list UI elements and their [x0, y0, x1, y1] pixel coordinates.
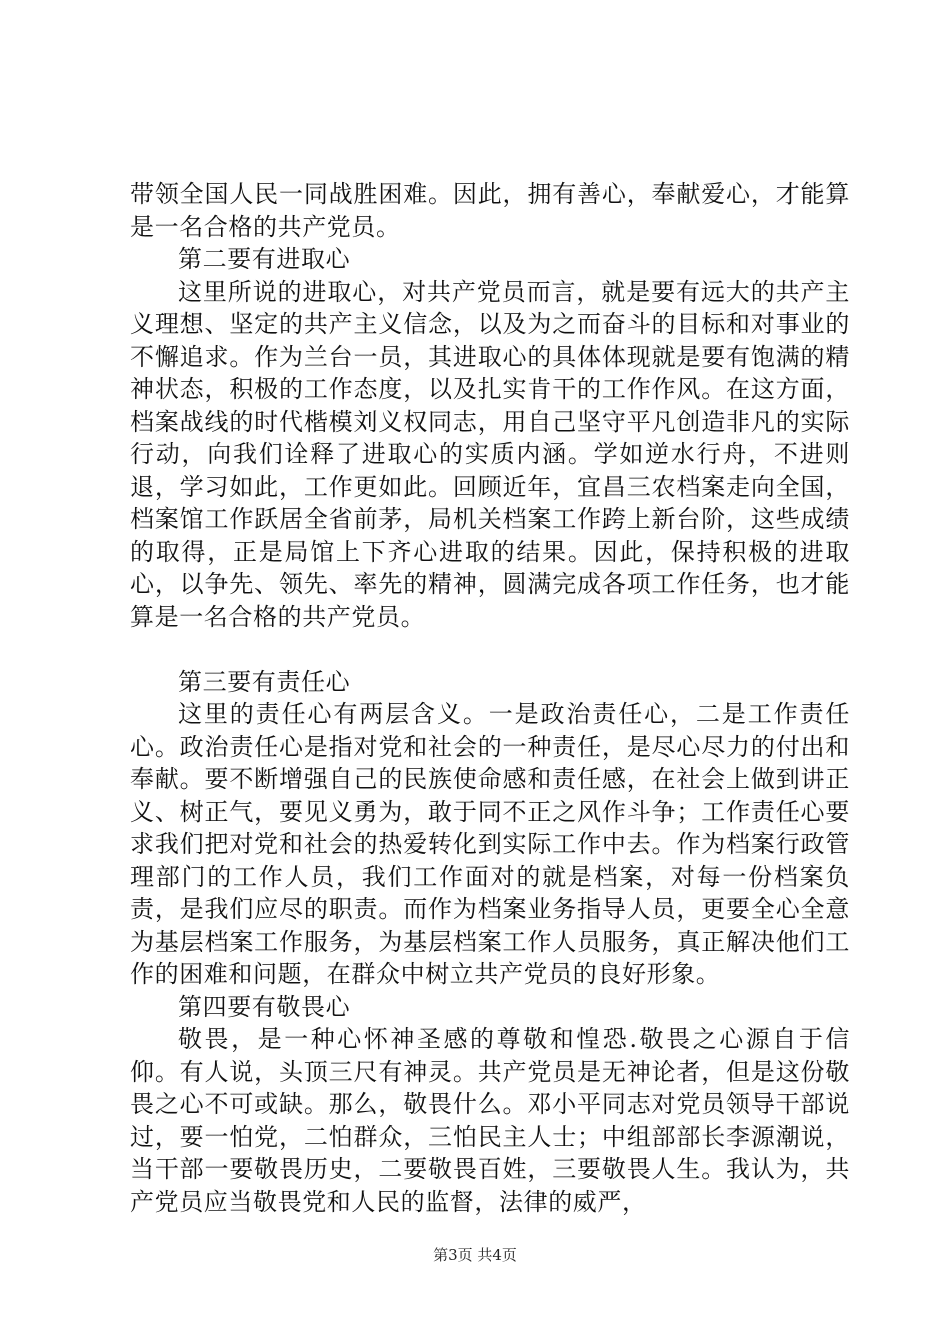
section-heading-responsibility: 第三要有责任心: [178, 667, 351, 696]
section-heading-enterprising: 第二要有进取心: [178, 245, 351, 273]
document-body: [130, 178, 850, 1218]
paragraph-continuation: 带领全国人民一同战胜困难。因此，拥有善心，奉献爱心，才能算是一名合格的共产党员。: [130, 180, 850, 241]
section-heading-reverence: 第四要有敬畏心: [178, 992, 351, 1021]
paragraph-reverence: 敬畏，是一种心怀神圣感的尊敬和惶恐.敬畏之心源自于信仰。有人说，头顶三尺有神灵。共产党员是无神论者，但是这份敬畏之心不可或缺。那么，敬畏什么。邓小平同志对党员领导干部说过，要一怕党，二怕群众，三怕民主人士；中组部部长李源潮说，当干部一要敬畏历史，二要敬畏百姓，三要敬畏人生。我认为，共产党员应当敬畏党和人民的监督，法律的威严，: [130, 1025, 850, 1216]
paragraph-enterprising: 这里所说的进取心，对共产党员而言，就是要有远大的共产主义理想、坚定的共产主义信念，以及为之而奋斗的目标和对事业的不懈追求。作为兰台一员，其进取心的具体体现就是要有饱满的精神状态，积极的工作态度，以及扎实肯干的工作作风。在这方面，档案战线的时代楷模刘义权同志，用自己坚守平凡创造非凡的实际行动，向我们诠释了进取心的实质内涵。学如逆水行舟，不进则退，学习如此，工作更如此。回顾近年，宜昌三农档案走向全国，档案馆工作跃居全省前茅，局机关档案工作跨上新台阶，这些成绩的取得，正是局馆上下齐心进取的结果。因此，保持积极的进取心，以争先、领先、率先的精神，圆满完成各项工作任务，也才能算是一名合格的共产党员。: [130, 277, 850, 631]
page-number-footer: 第3页 共4页: [433, 1246, 517, 1264]
paragraph-responsibility: 这里的责任心有两层含义。一是政治责任心，二是工作责任心。政治责任心是指对党和社会的一种责任，是尽心尽力的付出和奉献。要不断增强自己的民族使命感和责任感，在社会上做到讲正义、树正气，要见义勇为，敢于同不正之风作斗争；工作责任心要求我们把对党和社会的热爱转化到实际工作中去。作为档案行政管理部门的工作人员，我们工作面对的就是档案，对每一份档案负责，是我们应尽的职责。而作为档案业务指导人员，更要全心全意为基层档案工作服务，为基层档案工作人员服务，真正解决他们工作的困难和问题，在群众中树立共产党员的良好形象。: [130, 700, 850, 988]
